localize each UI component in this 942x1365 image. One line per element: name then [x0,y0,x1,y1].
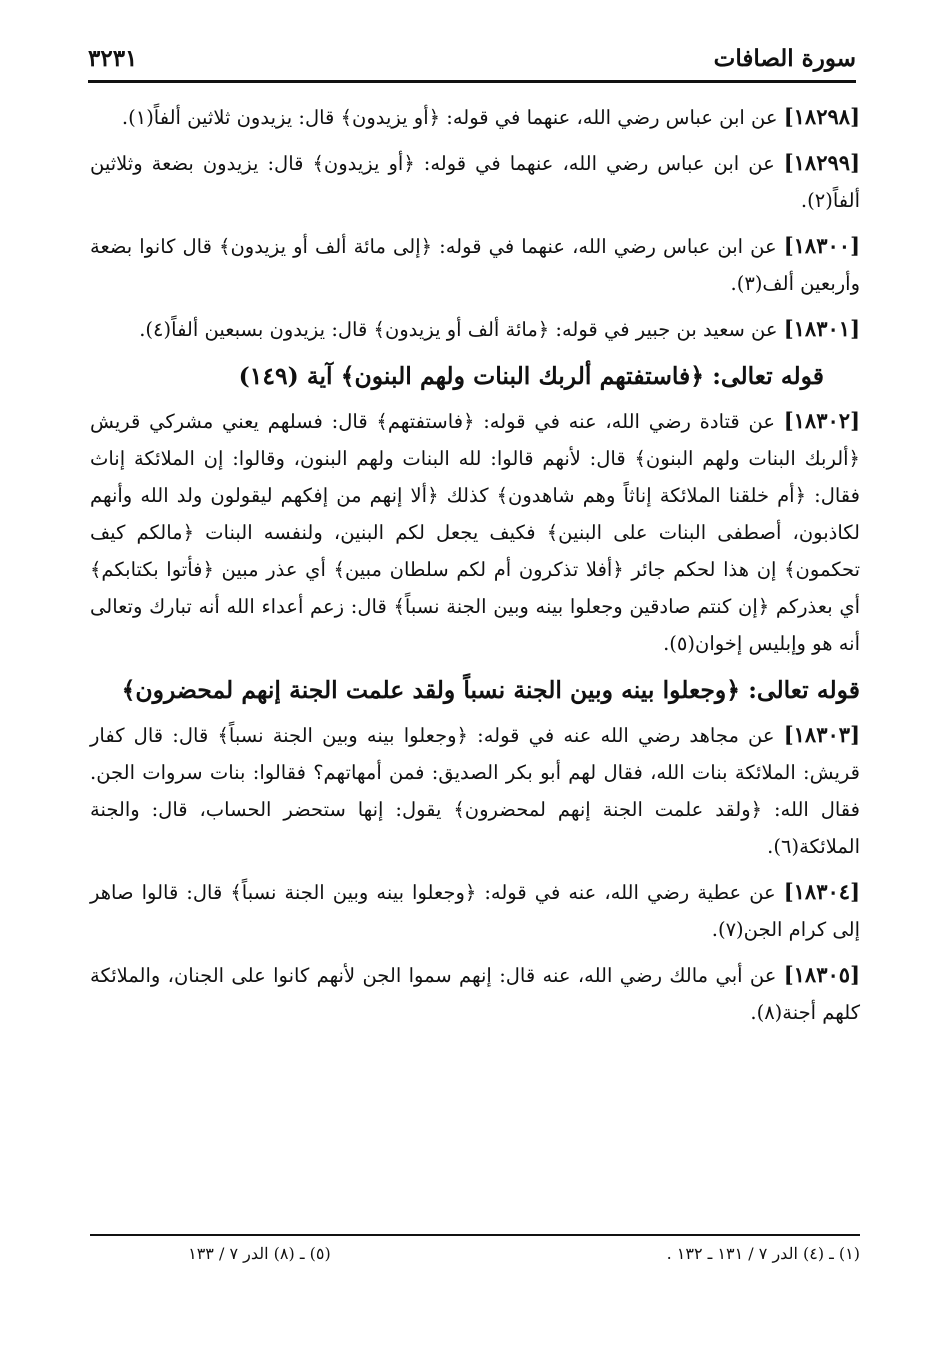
surah-title: سورة الصافات [713,44,856,72]
hadith-text: عن ابن عباس رضي الله، عنهما في قوله: ﴿أو يزيدون﴾ قال: يزيدون بضعة وثلاثين ألفاً(٢). [90,152,860,212]
hadith-entry [90,873,860,948]
page-header [88,36,856,83]
hadith-entry [90,227,860,302]
hadith-number: [١٨٣٠٢] [783,408,860,433]
hadith-entry [90,310,860,348]
footnotes [90,1234,860,1263]
hadith-text: عن ابن عباس رضي الله، عنهما في قوله: ﴿أو يزيدون﴾ قال: يزيدون ثلاثين ألفاً(١). [121,106,784,129]
hadith-number: [١٨٣٠١] [783,316,860,341]
hadith-text: عن ابن عباس رضي الله، عنهما في قوله: ﴿إلى مائة ألف أو يزيدون﴾ قال كانوا بضعة وأربعين ألف(٣). [90,235,860,295]
footnote-5-8: (٥) ـ (٨) الدر ٧ / ١٣٣ [188,1244,331,1263]
hadith-number: [١٨٢٩٩] [783,150,860,175]
hadith-number: [١٨٣٠٥] [783,962,860,987]
section-heading: قوله تعالى: ﴿فاستفتهم ألربك البنات ولهم البنون﴾ آية (١٤٩) [238,362,824,390]
hadith-entry [90,144,860,219]
hadith-number: [١٨٣٠٠] [783,233,860,258]
hadith-number: [١٨٣٠٤] [783,879,860,904]
hadith-number: [١٨٣٠٣] [783,722,860,747]
hadith-number: [١٨٢٩٨] [783,104,860,129]
hadith-entry [90,402,860,662]
page-number: ٣٢٣١ [88,44,138,72]
hadith-text: عن قتادة رضي الله، عنه في قوله: ﴿فاستفتهم﴾ قال: فسلهم يعني مشركي قريش ﴿ألربك البنات ولهم البنون﴾ قال: لأنهم قالوا: لله البنات ولهم البنون، وقالوا: إن الملائكة إناث فقال: ﴿أم خلقنا الملائكة إناثاً وهم شاهدون﴾ كذلك ﴿ألا إنهم من إفكهم ليقولون ولد الله وأنهم لكاذبون، أصطفى البنات على البنين﴾ فكيف يجعل لكم البنين، ولنفسه البنات ﴿مالكم كيف تحكمون﴾ إن هذا لحكم جائر ﴿أفلا تذكرون أم لكم سلطان مبين﴾ أي عذر مبين ﴿فأتوا بكتابكم﴾ أي بعذركم ﴿إن كنتم صادقين وجعلوا بينه وبين الجنة نسباً﴾ قال: زعم أعداء الله أنه تبارك وتعالى أنه هو وإبليس إخوان(٥). [90,410,860,655]
page-body [90,98,860,1039]
hadith-text: عن مجاهد رضي الله عنه في قوله: ﴿وجعلوا بينه وبين الجنة نسباً﴾ قال: قال كفار قريش: الملائكة بنات الله، فقال لهم أبو بكر الصديق: فمن أمهاتهم؟ فقالوا: بنات سروات الجن. فقال الله: ﴿ولقد علمت الجنة إنهم لمحضرون﴾ يقول: إنها ستحضر الحساب، قال: والجنة الملائكة(٦). [90,724,860,858]
hadith-text: عن عطية رضي الله، عنه في قوله: ﴿وجعلوا بينه وبين الجنة نسباً﴾ قال: قالوا صاهر إلى كرام الجن(٧). [90,881,860,941]
hadith-entry [90,98,860,136]
hadith-text: عن سعيد بن جبير في قوله: ﴿مائة ألف أو يزيدون﴾ قال: يزيدون بسبعين ألفاً(٤). [139,318,784,341]
hadith-entry [90,716,860,865]
hadith-text: عن أبي مالك رضي الله، عنه قال: إنهم سموا الجن لأنهم كانوا على الجنان، والملائكة كلهم أجنة(٨). [90,964,860,1024]
hadith-entry [90,956,860,1031]
footnote-1-4: (١) ـ (٤) الدر ٧ / ١٣١ ـ ١٣٢ . [666,1244,860,1263]
section-heading: قوله تعالى: ﴿وجعلوا بينه وبين الجنة نسباً ولقد علمت الجنة إنهم لمحضرون﴾ [121,676,860,704]
